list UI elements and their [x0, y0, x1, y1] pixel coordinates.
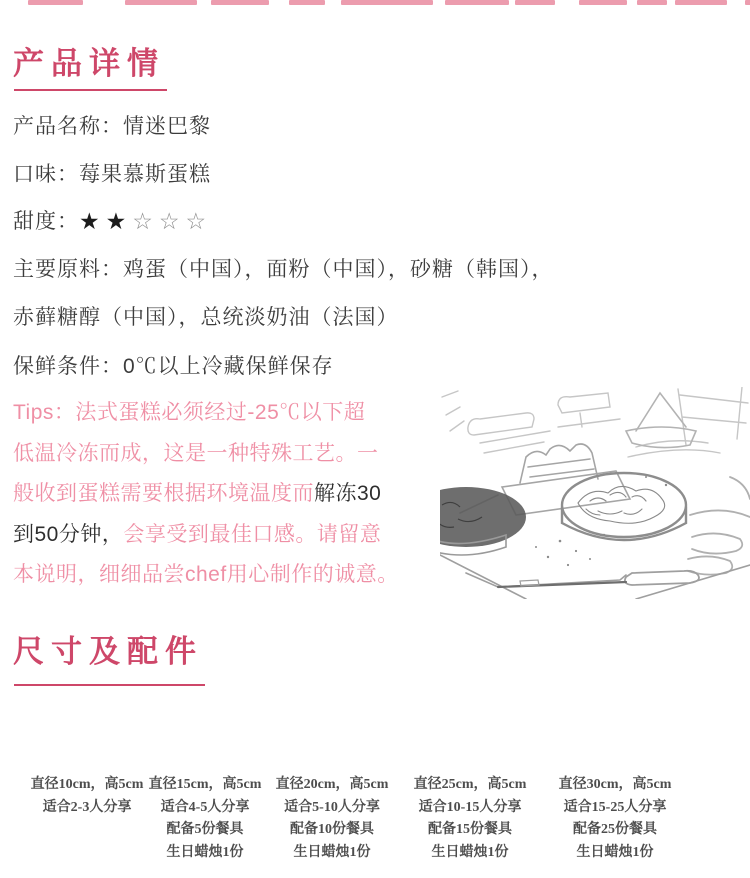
- tips-line-5: 本说明，细细品尝chef用心制作的诚意。: [13, 563, 399, 586]
- product-name-line: 产品名称：情迷巴黎: [13, 115, 211, 138]
- tips-line-2: 低温冷冻而成，这是一种特殊工艺。一: [13, 441, 379, 465]
- size-line: 配备25份餐具: [573, 822, 657, 837]
- size-line: 适合10-15人分享: [418, 799, 522, 815]
- star-empty-icons: ☆☆☆: [132, 208, 213, 234]
- size-line: 适合2-3人分享: [42, 799, 132, 815]
- storage-line: 保鲜条件：0℃以上冷藏保鲜保存: [13, 355, 334, 378]
- size-line: 生日蜡烛1份: [293, 844, 371, 860]
- size-line: 适合4-5人分享: [160, 799, 250, 815]
- product-details-title-underline: [14, 89, 167, 91]
- sweetness-label: 甜度：: [13, 210, 79, 233]
- ingredients-line-2: 赤藓糖醇（中国），总统淡奶油（法国）: [13, 306, 399, 329]
- ingredients-line-1: 主要原料：鸡蛋（中国），面粉（中国），砂糖（韩国），: [13, 258, 554, 281]
- size-line: 直径30cm，高5cm: [558, 777, 672, 792]
- size-line: 配备10份餐具: [290, 822, 374, 837]
- size-section-title-underline: [14, 684, 205, 686]
- torn-edge-decoration: [0, 0, 750, 6]
- size-column-30cm: [530, 774, 700, 864]
- product-details-title: 产品详情: [13, 46, 165, 81]
- size-line: 配备15份餐具: [428, 822, 512, 837]
- size-line: 适合5-10人分享: [284, 799, 380, 815]
- size-line: 配备5份餐具: [166, 822, 244, 837]
- size-section-title: 尺寸及配件: [13, 634, 203, 669]
- size-line: 生日蜡烛1份: [576, 844, 654, 860]
- flavor-line: 口味：莓果慕斯蛋糕: [13, 163, 211, 186]
- star-filled-icons: ★★: [79, 208, 133, 234]
- tips-paragraph: [13, 393, 458, 596]
- tips-line-4-highlight: 到50分钟，: [13, 522, 124, 546]
- sweetness-line: [13, 205, 212, 235]
- size-line: 直径10cm，高5cm: [30, 777, 144, 792]
- tips-line-3-highlight: 解冻30: [314, 482, 382, 505]
- tips-line-3-pink: 般收到蛋糕需要根据环境温度而: [13, 482, 314, 505]
- size-line: 生日蜡烛1份: [166, 844, 244, 860]
- size-line: 直径20cm，高5cm: [275, 777, 389, 792]
- size-line: 生日蜡烛1份: [431, 844, 509, 860]
- tips-line-1: Tips：法式蛋糕必须经过-25℃以下超: [13, 401, 366, 424]
- size-line: 直径25cm，高5cm: [413, 777, 527, 792]
- size-line: 适合15-25人分享: [563, 799, 667, 815]
- size-line: 直径15cm，高5cm: [148, 777, 262, 792]
- cake-kitchen-sketch-image: [440, 387, 750, 599]
- tips-line-4-pink: 会享受到最佳口感。请留意: [123, 522, 382, 546]
